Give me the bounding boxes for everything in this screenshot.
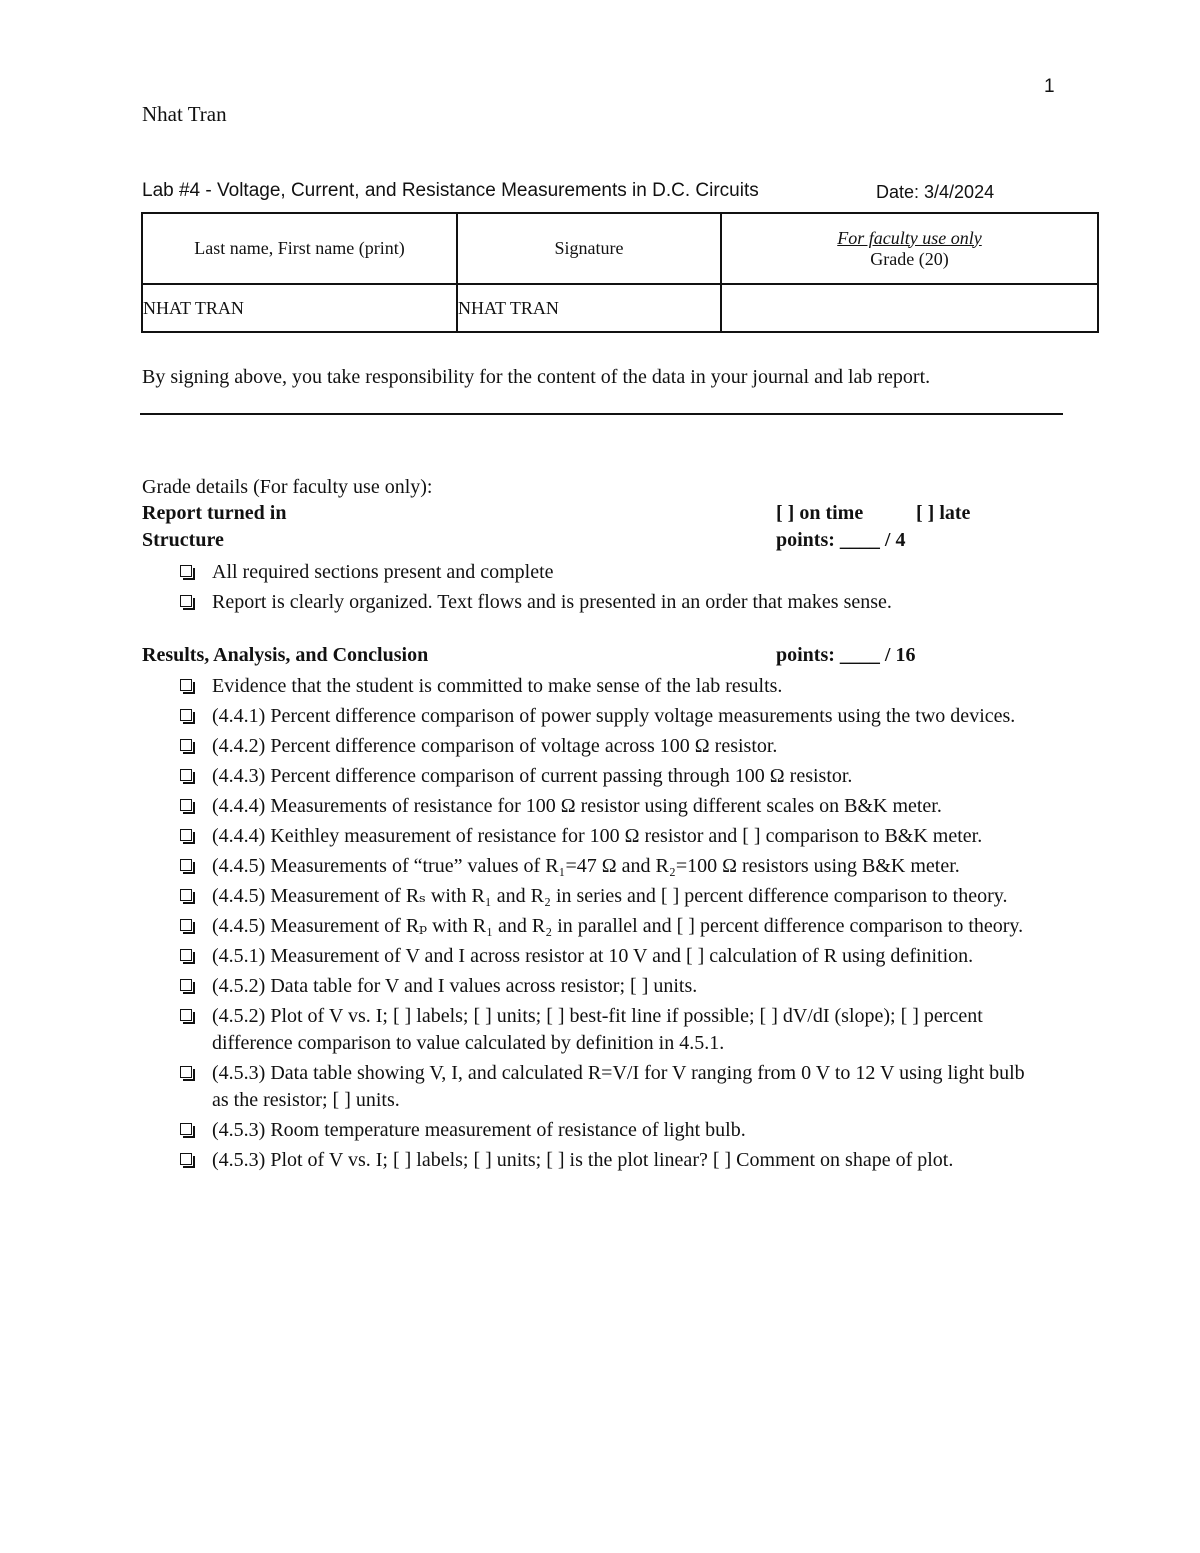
checklist-item-text: (4.5.3) Room temperature measurement of resistance of light bulb.: [212, 1119, 746, 1141]
checklist-item-text: Report is clearly organized. Text flows and is presented in an order that makes sense.: [212, 591, 892, 613]
checkbox-icon[interactable]: [180, 889, 192, 901]
list-item: [0, 673, 1042, 700]
list-item: [0, 1147, 1042, 1174]
grade-value-cell[interactable]: [721, 284, 1098, 332]
checklist-item-text: Evidence that the student is committed to make sense of the lab results.: [212, 675, 783, 697]
checklist-item-text: (4.4.3) Percent difference comparison of current passing through 100 Ω resistor.: [212, 765, 853, 787]
list-item: [0, 913, 1042, 940]
checklist-item-text: (4.4.5) Measurements of “true” values of R₁=47 Ω and R₂=100 Ω resistors using B&K meter.: [212, 855, 960, 877]
checklist-item-text: (4.4.5) Measurement of Rₚ with R₁ and R₂ in parallel and [ ] percent difference comparison to theory.: [212, 915, 1024, 937]
list-item: [0, 733, 1042, 760]
checkbox-icon[interactable]: [180, 595, 192, 607]
list-item: [0, 763, 1042, 790]
checklist-item-text: (4.4.4) Measurements of resistance for 100 Ω resistor using different scales on B&K meter.: [212, 795, 942, 817]
checkbox-icon[interactable]: [180, 949, 192, 961]
checkbox-icon[interactable]: [180, 1153, 192, 1165]
list-item: [0, 1117, 1042, 1144]
grade-column-header: [721, 213, 1098, 284]
list-item: [0, 559, 1042, 586]
checkbox-icon[interactable]: [180, 859, 192, 871]
grade-details-title: Grade details (For faculty use only):: [142, 476, 433, 498]
late-checkbox[interactable]: [ ] late: [916, 502, 971, 524]
checklist-item-text: (4.5.3) Data table showing V, I, and calculated R=V/I for V ranging from 0 V to 12 V using light bulb as the resistor; [ ] units.: [212, 1062, 1025, 1111]
checklist-item-text: (4.5.3) Plot of V vs. I; [ ] labels; [ ] units; [ ] is the plot linear? [ ] Comment on shape of plot.: [212, 1149, 954, 1171]
name-column-header: Last name, First name (print): [142, 213, 457, 284]
checkbox-icon[interactable]: [180, 979, 192, 991]
checkbox-icon[interactable]: [180, 919, 192, 931]
list-item: [0, 973, 1042, 1000]
checkbox-icon[interactable]: [180, 709, 192, 721]
signature-table: [141, 212, 1099, 333]
checklist-item-text: All required sections present and complete: [212, 561, 554, 583]
checkbox-icon[interactable]: [180, 829, 192, 841]
list-item: [0, 703, 1042, 730]
page-number: 1: [1044, 76, 1055, 97]
lab-title: Lab #4 - Voltage, Current, and Resistance Measurements in D.C. Circuits: [142, 180, 759, 201]
list-item: [0, 793, 1042, 820]
checklist-item-text: (4.4.2) Percent difference comparison of voltage across 100 Ω resistor.: [212, 735, 778, 757]
list-item: [0, 853, 1042, 880]
list-item: [0, 883, 1042, 910]
structure-label: Structure: [142, 529, 224, 551]
author-name: Nhat Tran: [142, 102, 227, 126]
checkbox-icon[interactable]: [180, 739, 192, 751]
on-time-checkbox[interactable]: [ ] on time: [776, 502, 864, 524]
checkbox-icon[interactable]: [180, 1066, 192, 1078]
signature-table-value-row: [142, 284, 1098, 332]
grade-total-label: Grade (20): [870, 248, 949, 269]
list-item: [0, 943, 1042, 970]
checklist-item-text: (4.4.5) Measurement of Rₛ with R₁ and R₂ in series and [ ] percent difference comparison to theory.: [212, 885, 1008, 907]
horizontal-divider: [140, 413, 1063, 415]
list-item: [0, 823, 1042, 850]
checklist-item-text: (4.5.1) Measurement of V and I across resistor at 10 V and [ ] calculation of R using definition.: [212, 945, 974, 967]
checkbox-icon[interactable]: [180, 1009, 192, 1021]
list-item: [0, 589, 1042, 616]
checklist-item-text: (4.5.2) Plot of V vs. I; [ ] labels; [ ] units; [ ] best-fit line if possible; [ ] dV/dI (slope); [ ] percent difference comparison to value calculated by definition in 4.5.1.: [212, 1005, 983, 1054]
report-turned-in-label: Report turned in: [142, 502, 287, 524]
structure-points: points: ____ / 4: [776, 529, 906, 551]
faculty-use-label: For faculty use only: [837, 227, 982, 248]
responsibility-statement: By signing above, you take responsibility for the content of the data in your journal and lab report.: [142, 366, 931, 388]
checkbox-icon[interactable]: [180, 679, 192, 691]
results-checklist: [0, 673, 1042, 1177]
checkbox-icon[interactable]: [180, 565, 192, 577]
list-item: [0, 1060, 1042, 1114]
checklist-item-text: (4.4.1) Percent difference comparison of power supply voltage measurements using the two devices.: [212, 705, 1016, 727]
signature-value-cell[interactable]: NHAT TRAN: [457, 284, 721, 332]
checkbox-icon[interactable]: [180, 769, 192, 781]
checklist-item-text: (4.4.4) Keithley measurement of resistance for 100 Ω resistor and [ ] comparison to B&K meter.: [212, 825, 983, 847]
list-item: [0, 1003, 1042, 1057]
checklist-item-text: (4.5.2) Data table for V and I values across resistor; [ ] units.: [212, 975, 698, 997]
structure-checklist: [0, 559, 1042, 619]
checkbox-icon[interactable]: [180, 1123, 192, 1135]
checkbox-icon[interactable]: [180, 799, 192, 811]
results-points: points: ____ / 16: [776, 644, 916, 666]
results-label: Results, Analysis, and Conclusion: [142, 644, 429, 666]
signature-table-header-row: [142, 213, 1098, 284]
signature-column-header: Signature: [457, 213, 721, 284]
lab-date: Date: 3/4/2024: [876, 182, 995, 202]
name-value-cell[interactable]: NHAT TRAN: [142, 284, 457, 332]
